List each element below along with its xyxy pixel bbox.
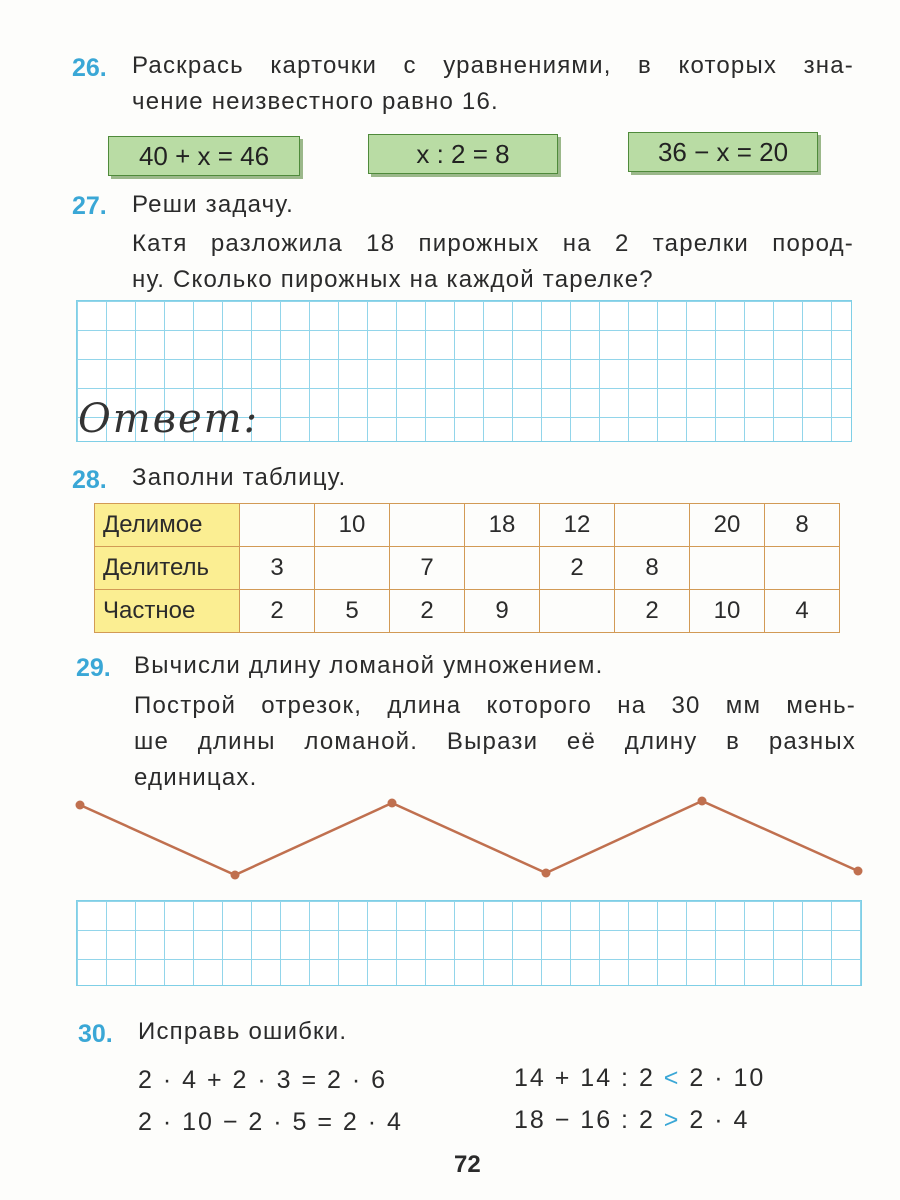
row-label-dividend: Делимое <box>95 504 240 547</box>
table-row-dividend <box>95 504 840 547</box>
table-cell[interactable]: 8 <box>615 547 690 590</box>
table-cell[interactable]: 3 <box>240 547 315 590</box>
table-cell[interactable]: 2 <box>240 590 315 633</box>
table-row-divisor <box>95 547 840 590</box>
task-27-title: Реши задачу. <box>132 191 294 218</box>
vertex-point <box>388 799 397 808</box>
task-26-text-line-2: чение неизвестного равно 16. <box>132 88 499 115</box>
task-29-text-line-3: ше длины ломаной. Вырази её длину в разных <box>134 728 856 755</box>
task-27-text-line-2: ну. Сколько пирожных на каждой тарелке? <box>132 266 654 293</box>
table-cell[interactable]: 2 <box>540 547 615 590</box>
vertex-point <box>542 869 551 878</box>
vertex-point <box>698 797 707 806</box>
table-cell[interactable]: 4 <box>765 590 840 633</box>
equation-card-1[interactable]: 40 + x = 46 <box>108 136 300 176</box>
task-27-text-line-1: Катя разложила 18 пирожных на 2 тарелки пород- <box>132 230 854 257</box>
task-28-number: 28. <box>72 466 107 494</box>
task-28-title: Заполни таблицу. <box>132 464 347 491</box>
broken-line-figure <box>0 795 900 885</box>
table-cell[interactable] <box>765 547 840 590</box>
task-29-number: 29. <box>76 654 111 682</box>
table-cell[interactable]: 10 <box>315 504 390 547</box>
task-30-number: 30. <box>78 1020 113 1048</box>
row-label-quotient: Частное <box>95 590 240 633</box>
expression-part: 2 · 10 <box>680 1064 766 1092</box>
task-26-text-line-1: Раскрась карточки с уравнениями, в которых зна- <box>132 52 854 79</box>
answer-label: Ответ: <box>78 396 260 442</box>
equation-card-3[interactable]: 36 − x = 20 <box>628 132 818 172</box>
table-cell[interactable] <box>465 547 540 590</box>
equation-card-2[interactable]: x : 2 = 8 <box>368 134 558 174</box>
task-29-work-grid[interactable] <box>76 900 862 986</box>
less-than-sign: < <box>663 1064 681 1092</box>
expression-left-2[interactable]: 2 · 10 − 2 · 5 = 2 · 4 <box>138 1108 403 1136</box>
expression-right-2[interactable] <box>514 1106 749 1135</box>
table-cell[interactable]: 2 <box>615 590 690 633</box>
vertex-point <box>76 801 85 810</box>
division-table <box>94 503 840 633</box>
table-cell[interactable]: 12 <box>540 504 615 547</box>
greater-than-sign: > <box>663 1106 681 1134</box>
table-cell[interactable]: 5 <box>315 590 390 633</box>
expression-left-1[interactable]: 2 · 4 + 2 · 3 = 2 · 6 <box>138 1066 388 1094</box>
table-cell[interactable]: 9 <box>465 590 540 633</box>
task-30-title: Исправь ошибки. <box>138 1018 348 1045</box>
table-cell[interactable] <box>615 504 690 547</box>
expression-right-1[interactable] <box>514 1064 765 1093</box>
table-cell[interactable] <box>690 547 765 590</box>
vertex-point <box>231 871 240 880</box>
task-26-number: 26. <box>72 54 107 82</box>
vertex-point <box>854 867 863 876</box>
expression-part: 14 + 14 : 2 <box>514 1064 664 1092</box>
expression-part: 18 − 16 : 2 <box>514 1106 664 1134</box>
table-cell[interactable] <box>240 504 315 547</box>
table-cell[interactable]: 20 <box>690 504 765 547</box>
table-cell[interactable] <box>540 590 615 633</box>
table-cell[interactable]: 8 <box>765 504 840 547</box>
table-cell[interactable] <box>315 547 390 590</box>
table-cell[interactable]: 10 <box>690 590 765 633</box>
task-27-number: 27. <box>72 192 107 220</box>
expression-part: 2 · 4 <box>680 1106 750 1134</box>
row-label-divisor: Делитель <box>95 547 240 590</box>
broken-line <box>80 801 858 875</box>
table-row-quotient <box>95 590 840 633</box>
task-29-text-line-4: единицах. <box>134 764 258 791</box>
task-29-text-line-1: Вычисли длину ломаной умножением. <box>134 652 604 679</box>
table-cell[interactable]: 18 <box>465 504 540 547</box>
table-cell[interactable]: 7 <box>390 547 465 590</box>
table-cell[interactable]: 2 <box>390 590 465 633</box>
page-number: 72 <box>454 1151 481 1178</box>
table-cell[interactable] <box>390 504 465 547</box>
task-29-text-line-2: Построй отрезок, длина которого на 30 мм мень- <box>134 692 856 719</box>
